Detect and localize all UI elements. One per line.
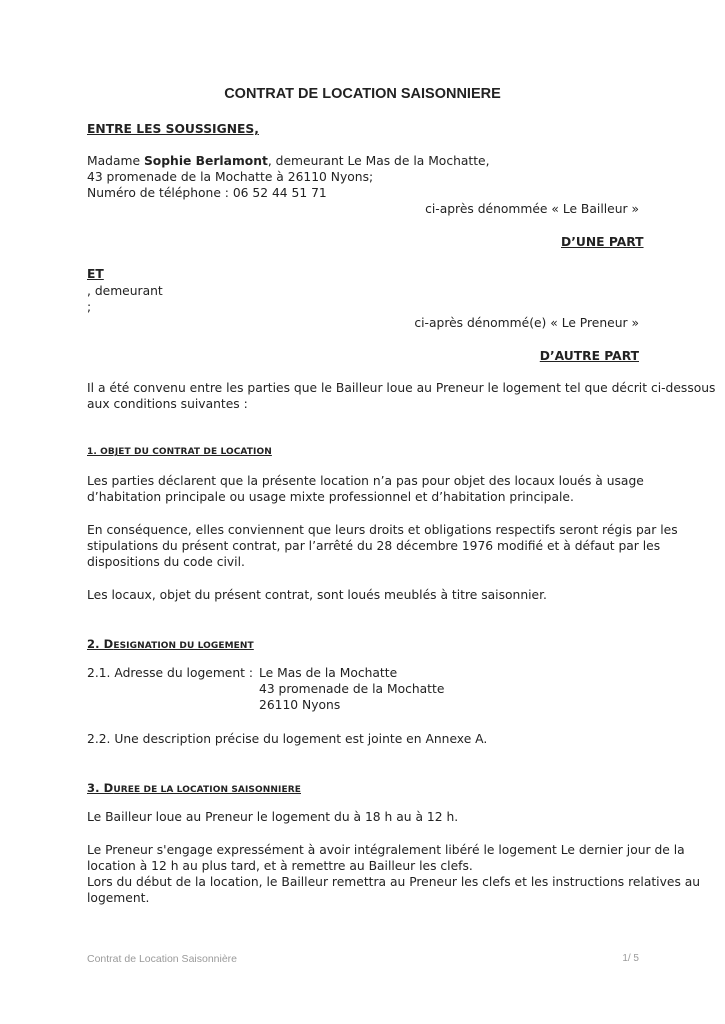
intro-line-2: aux conditions suivantes : [87, 397, 248, 411]
section-1-p1-line-1: Les parties déclarent que la présente location n’a pas pour objet des locaux loués à usage [87, 474, 644, 488]
document-title: CONTRAT DE LOCATION SAISONNIERE [224, 86, 501, 102]
section-3-p3-line-2: logement. [87, 891, 150, 905]
section-3-p2-line-2: location à 12 h au plus tard, et à remettre au Bailleur les clefs. [87, 859, 473, 873]
bailleur-identity [87, 153, 490, 169]
preneur-designation: ci-après dénommé(e) « Le Preneur » [414, 316, 639, 330]
bailleur-address: 43 promenade de la Mochatte à 26110 Nyons; [87, 170, 374, 184]
section-3-heading [87, 781, 301, 795]
bailleur-civility: Madame [87, 154, 144, 168]
address-label: 2.1. Adresse du logement : [87, 666, 254, 680]
section-2-heading-text: ESIGNATION DU LOGEMENT [113, 641, 254, 651]
address-line-2: 43 promenade de la Mochatte [259, 682, 445, 696]
bailleur-designation: ci-après dénommée « Le Bailleur » [425, 202, 639, 216]
intro-line-1: Il a été convenu entre les parties que le Bailleur loue au Preneur le logement tel que décrit ci-dessous [87, 381, 716, 395]
description-line: 2.2. Une description précise du logement est jointe en Annexe A. [87, 732, 488, 746]
footer-label: Contrat de Location Saisonnière [87, 953, 238, 965]
section-1-p2-line-3: dispositions du code civil. [87, 555, 245, 569]
bailleur-part-label: D’UNE PART [561, 235, 644, 249]
preneur-address: ; [87, 300, 92, 314]
bailleur-residence: , demeurant Le Mas de la Mochatte, [267, 154, 490, 168]
address-line-1: Le Mas de la Mochatte [259, 666, 398, 680]
preneur-residence: , demeurant [87, 284, 163, 298]
section-1-p1-line-2: d’habitation principale ou usage mixte professionnel et d’habitation principale. [87, 490, 574, 504]
section-3-p2-line-1: Le Preneur s'engage expressément à avoir intégralement libéré le logement Le dernier jour de la [87, 843, 685, 857]
bailleur-phone: Numéro de téléphone : 06 52 44 51 71 [87, 186, 327, 200]
bailleur-name: Sophie Berlamont [143, 154, 268, 168]
section-1-p3: Les locaux, objet du présent contrat, sont loués meublés à titre saisonnier. [87, 588, 547, 602]
section-2-heading [87, 637, 254, 651]
section-2-heading-number: 2. D [87, 637, 114, 651]
section-3-p3-line-1: Lors du début de la location, le Bailleur remettra au Preneur les clefs et les instructions relatives au [87, 875, 701, 889]
section-1-heading: 1. OBJET DU CONTRAT DE LOCATION [87, 447, 272, 457]
section-3-heading-number: 3. D [87, 781, 114, 795]
section-1-p2-line-1: En conséquence, elles conviennent que leurs droits et obligations respectifs seront régis par les [87, 523, 678, 537]
preneur-part-label: D’AUTRE PART [539, 349, 639, 363]
footer-page-number: 1/ 5 [622, 953, 639, 964]
and-label: ET [87, 267, 104, 281]
section-3-heading-text: UREE DE LA LOCATION SAISONNIERE [113, 785, 301, 795]
section-1-p2-line-2: stipulations du présent contrat, par l’arrêté du 28 décembre 1976 modifié et à défaut par les [87, 539, 661, 553]
section-3-p1: Le Bailleur loue au Preneur le logement du à 18 h au à 12 h. [87, 810, 459, 824]
parties-heading: ENTRE LES SOUSSIGNES, [87, 122, 259, 136]
address-line-3: 26110 Nyons [259, 698, 341, 712]
